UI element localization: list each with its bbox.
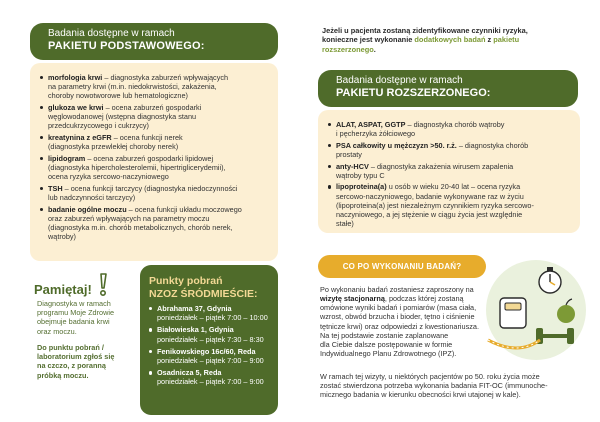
collection-point — [149, 347, 270, 365]
basic-item — [40, 103, 270, 130]
basic-package-list — [40, 73, 270, 241]
basic-header-title: PAKIETU PODSTAWOWEGO: — [48, 40, 205, 52]
reminder-bold-line: Do punktu pobrań / — [37, 343, 104, 352]
basic-item — [40, 184, 270, 202]
basic-item-name: glukoza we krwi — [48, 102, 104, 112]
collection-point-hours: poniedziałek – piątek 7:00 – 9:00 — [157, 356, 264, 366]
intro-line2-part3: z — [485, 35, 494, 45]
ext-item-desc: i pęcherzyka żółciowego — [336, 129, 416, 139]
reminder-header — [34, 273, 111, 297]
basic-item — [40, 205, 270, 242]
basic-item-desc: – ocena funkcji układu moczowego — [126, 204, 242, 214]
ext-item-desc: sercowo-naczyniowego, badanie wykonywane raz w życiu — [336, 191, 524, 201]
collection-point-address: Fenikowskiego 16c/60, Reda — [157, 346, 256, 356]
extended-package-header — [318, 70, 578, 107]
basic-item-desc: choroby nowotworowe lub hematologiczne) — [48, 91, 188, 101]
basic-item-desc: – ocena funkcji nerek — [111, 132, 183, 142]
extended-header-title: PAKIETU ROZSZERZONEGO: — [336, 87, 491, 99]
p2-line: W ramach tej wizyty, u niektórych pacjentów po 50. roku życia może — [320, 372, 540, 381]
basic-item-name: TSH — [48, 183, 63, 193]
basic-item-desc: przedcukrzycowego i cukrzycy) — [48, 121, 149, 131]
reminder-line: programu Moje Zdrowie — [37, 308, 115, 318]
ext-item-name: ALAT, ASPAT, GGTP — [336, 120, 406, 129]
ext-item-desc: stałe) — [336, 219, 354, 229]
basic-item-desc: (diagnostyka hipercholesterolemii, hipertriglicerydemii), — [48, 162, 226, 172]
collection-point — [149, 304, 270, 322]
ext-item — [328, 141, 572, 159]
reminder-bold-line: na czczo, z poranną — [37, 361, 106, 371]
reminder-line: obejmuje badania krwi — [37, 317, 110, 327]
ext-item-name: lipoproteina(a) — [336, 182, 387, 192]
exclamation-icon — [95, 273, 111, 297]
collection-points-list — [149, 304, 270, 387]
ext-item-desc: u osób w wieku 20-40 lat – ocena ryzyka — [386, 182, 521, 192]
intro-line2-part1: konieczne jest wykonanie — [322, 35, 415, 45]
p1-line2 — [320, 294, 495, 303]
collection-point — [149, 325, 270, 343]
basic-item-desc: – diagnostyka zaburzeń wpływających — [102, 73, 229, 82]
ext-item — [328, 162, 572, 180]
ext-item-desc: naczyniowego, a jej stężenie w ciągu życia jest względnie — [336, 209, 523, 219]
intro-line3-dot: . — [373, 44, 376, 54]
p1-line4: wzrost, obwód brzucha i bioder, tętno i ciśnienie — [320, 312, 475, 322]
ext-item-desc: prostaty — [336, 149, 362, 159]
intro-line3 — [322, 45, 582, 54]
basic-item-desc: – ocena funkcji tarczycy (diagnostyka niedoczynności — [62, 183, 238, 193]
reminder-bold-text — [37, 343, 114, 380]
ext-item-desc: (lipoproteina(a) jest niezależnym czynnikiem ryzyka sercowo- — [336, 200, 534, 210]
reminder-title: Pamiętaj! — [34, 282, 92, 297]
collection-points-box — [140, 265, 278, 415]
p1-line1: Po wykonaniu badań zostaniesz zaproszony na — [320, 285, 474, 294]
ext-item-name: PSA całkowity u mężczyzn >50. r.ż. — [336, 140, 457, 150]
basic-item-desc: ocena ryzyka sercowo-naczyniowego — [48, 172, 169, 182]
intro-highlight-additional: dodatkowych badań — [414, 35, 486, 45]
basic-item-desc: wątroby) — [48, 232, 76, 241]
basic-package-panel — [30, 63, 278, 261]
basic-item-desc: (diagnostyka m.in. chorób metabolicznych, chorób nerek, — [48, 222, 233, 232]
basic-item-desc: (diagnostyka przewlekłej choroby nerek) — [48, 142, 179, 152]
basic-item-desc: – ocena zaburzeń gospodarki — [103, 102, 202, 112]
extended-package-panel — [318, 110, 580, 233]
collection-point-address: Osadnicza 5, Reda — [157, 368, 222, 378]
ext-item-desc: – diagnostyka zakażenia wirusem zapalenia — [368, 161, 514, 171]
collection-points-title: Punkty pobrań — [149, 275, 223, 287]
intro-text — [322, 26, 582, 54]
basic-item-name: kreatynina z eGFR — [48, 132, 112, 142]
reminder-text — [37, 299, 114, 336]
basic-item — [40, 154, 270, 181]
p1-line2-rest: , podczas której zostaną — [384, 294, 464, 304]
collection-point — [149, 368, 270, 386]
basic-item-desc: – ocena zaburzeń gospodarki lipidowej — [85, 153, 214, 163]
collection-point-hours: poniedziałek – piątek 7:00 – 10:00 — [157, 313, 268, 323]
ext-item — [328, 182, 572, 228]
after-tests-pill: CO PO WYKONANIU BADAŃ? — [318, 255, 486, 278]
p1-line7: dla Ciebie dalsze postępowanie w formie — [320, 339, 453, 349]
reminder-line: oraz moczu. — [37, 326, 77, 336]
basic-item-desc: na parametry krwi (m.in. niedokrwistości, zakażenia, — [48, 82, 217, 92]
after-tests-paragraph-2 — [320, 372, 592, 399]
collection-point-address: Abrahama 37, Gdynia — [157, 304, 232, 313]
reminder-box — [30, 269, 136, 411]
after-tests-paragraph-1 — [320, 285, 495, 358]
p2-line: micznego badania w kierunku obecności krwi utajonej w kale). — [320, 390, 521, 400]
p1-line3: omówione wyniki badań i pomiarów (masa ciała, — [320, 303, 477, 313]
intro-line1: Jeżeli u pacjenta zostaną zidentyfikowane czynniki ryzyka, — [322, 26, 528, 35]
collection-points-subtitle: NZOZ ŚRÓDMIEŚCIE: — [149, 287, 258, 300]
ext-item-desc: wątroby typu C — [336, 170, 385, 180]
basic-header-line1: Badania dostępne w ramach — [48, 28, 175, 39]
p1-line8: Indywidualnego Planu Zdrowotnego (IPZ). — [320, 349, 457, 359]
p1-line5: tętnicze krwi) oraz odpowiedzi z kwestionariusza. — [320, 321, 479, 331]
extended-package-list — [328, 120, 572, 228]
reminder-line: Diagnostyka w ramach — [37, 299, 111, 308]
reminder-bold-line: laboratorium zgłoś się — [37, 352, 115, 362]
basic-item — [40, 73, 270, 100]
collection-point-hours: poniedziałek – piątek 7:00 – 9:00 — [157, 377, 264, 387]
basic-item — [40, 133, 270, 151]
ext-item-desc: – diagnostyka chorób wątroby — [405, 120, 505, 129]
collection-point-address: Białowieska 1, Gdynia — [157, 325, 234, 335]
ext-item-desc: – diagnostyka chorób — [456, 140, 529, 150]
basic-item-name: morfologia krwi — [48, 73, 103, 82]
intro-highlight-package: pakietu — [493, 35, 520, 45]
ext-item-name: anty-HCV — [336, 161, 369, 171]
intro-highlight-extended: rozszerzonego — [322, 44, 374, 54]
extended-header-line1: Badania dostępne w ramach — [336, 75, 463, 86]
basic-item-name: lipidogram — [48, 153, 86, 163]
collection-point-hours: poniedziałek – piątek 7:30 – 8:30 — [157, 334, 264, 344]
basic-item-desc: oraz zaburzeń wpływających na parametry moczu — [48, 213, 210, 223]
basic-package-header — [30, 23, 278, 60]
intro-line2 — [322, 35, 582, 44]
basic-item-desc: węglowodanowej (wstępna diagnostyka stanu — [48, 112, 197, 122]
reminder-bold-line: próbką moczu. — [37, 370, 89, 380]
p1-visit-bold: wizytę stacjonarną — [320, 294, 385, 304]
basic-item-name: badanie ogólne moczu — [48, 204, 127, 214]
basic-item-desc: lub nadczynności tarczycy) — [48, 192, 136, 202]
ext-item — [328, 120, 572, 138]
p1-line6: Na tej podstawie zostanie zaplanowane — [320, 330, 449, 340]
p2-line: zostać stwierdzona potrzeba wykonania badania FIT-OC (immunoche- — [320, 381, 548, 391]
